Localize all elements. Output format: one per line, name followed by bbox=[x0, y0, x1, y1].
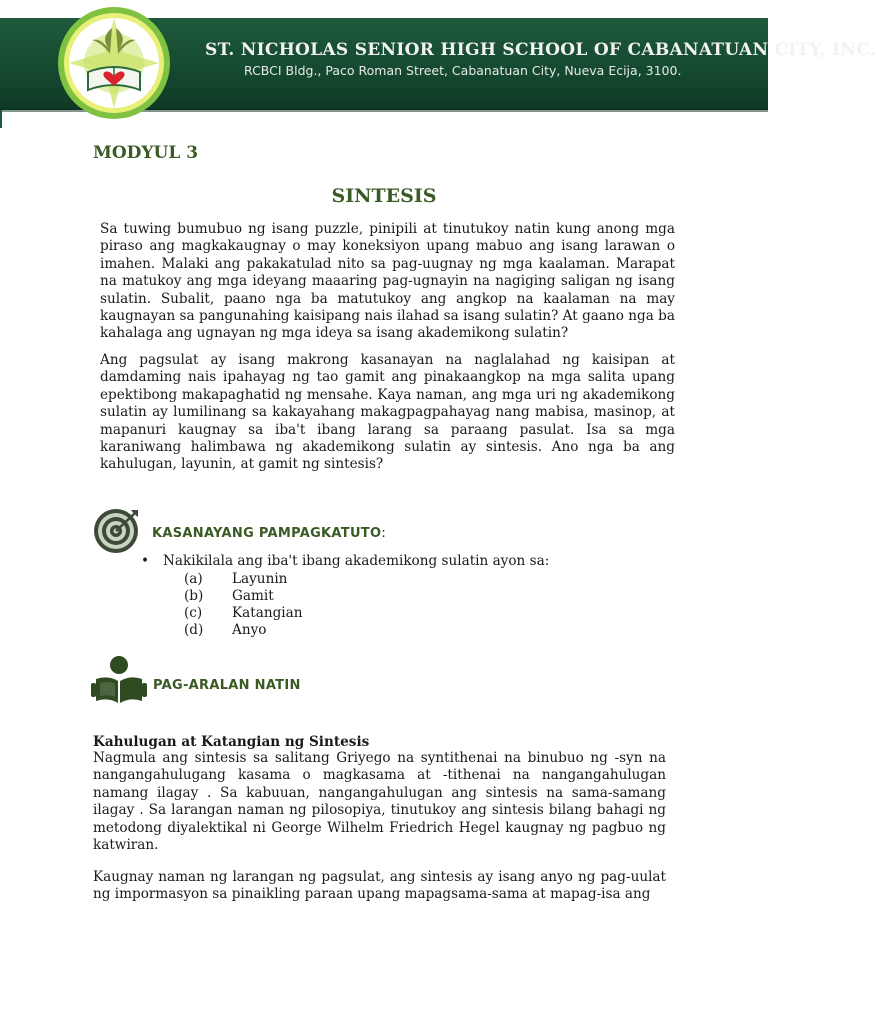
objective-sub-list bbox=[184, 571, 303, 639]
sub-item-label: Layunin bbox=[232, 571, 288, 587]
module-label: MODYUL 3 bbox=[93, 143, 199, 163]
intro-paragraph-2: Ang pagsulat ay isang makrong kasanayan na naglalahad ng kaisipan at damdaming nais ipahayag ng tao gamit ang pinakaangkop na mga salita upang epektibong makapaghatid ng mensahe. Kaya naman, ang mga uri ng akademikong sulatin ay lumilinang sa kakayahang makagpagpahayag nang mabisa, masinop, at mapanuri kaugnay sa iba't ibang larang sa paraang pasulat. Isa sa mga karaniwang halimbawa ng akademikong sulatin ay sintesis. Ano nga ba ang kahulugan, layunin, at gamit ng sintesis? bbox=[100, 352, 675, 473]
kasanayan-heading bbox=[152, 526, 386, 541]
kasanayan-heading-colon: : bbox=[381, 526, 387, 541]
pag-aralan-heading: PAG-ARALAN NATIN bbox=[153, 678, 301, 693]
bullet-icon: • bbox=[141, 553, 150, 569]
list-item bbox=[141, 553, 549, 570]
school-seal-icon bbox=[54, 6, 174, 121]
kasanayan-heading-text: KASANAYANG PAMPAGKATUTO bbox=[152, 526, 382, 541]
list-item bbox=[184, 622, 303, 639]
kahulugan-paragraph-1: Nagmula ang sintesis sa salitang Griyego na syntithenai na binubuo ng -syn na nangangahulugang kasama o magkasama at -tithenai na nangangahulugan namang ilagay . Sa kabuuan, nangangahulugan ang sintesis na sama-samang ilagay . Sa larangan naman ng pilosopiya, tinutukoy ang sintesis bilang bahagi ng metodong diyalektikal ni George Wilhelm Friedrich Hegel kaugnay ng pagbuo ng katwiran. bbox=[93, 750, 666, 854]
sub-item-label: Gamit bbox=[232, 588, 274, 604]
sub-item-letter: (a) bbox=[184, 571, 203, 587]
sub-item-letter: (b) bbox=[184, 588, 204, 604]
kahulugan-heading: Kahulugan at Katangian ng Sintesis bbox=[93, 734, 370, 750]
list-item bbox=[184, 588, 303, 605]
sub-item-letter: (d) bbox=[184, 622, 204, 638]
school-name: ST. NICHOLAS SENIOR HIGH SCHOOL OF CABANATUAN CITY, INC. bbox=[205, 40, 876, 60]
sub-item-letter: (c) bbox=[184, 605, 203, 621]
list-item bbox=[184, 571, 303, 588]
intro-paragraph-1: Sa tuwing bumubuo ng isang puzzle, pinipili at tinutukoy natin kung anong mga piraso ang magkakaugnay o may koneksiyon upang mabuo ang isang larawan o imahen. Malaki ang pakakatulad nito sa pag-uugnay ng mga kaalaman. Marapat na matukoy ang mga ideyang maaaring pag-ugnayin na nagiging saligan ng isang sulatin. Subalit, paano nga ba matutukoy ang angkop na kaalaman na may kaugnayan sa pangunahing kaisipang nais ilahad sa isang sulatin? At gaano nga ba kahalaga ang ugnayan ng mga ideya sa isang akademikong sulatin? bbox=[100, 221, 675, 342]
list-item bbox=[184, 605, 303, 622]
school-address: RCBCI Bldg., Paco Roman Street, Cabanatuan City, Nueva Ecija, 3100. bbox=[244, 63, 682, 78]
target-icon bbox=[92, 506, 142, 554]
kahulugan-paragraph-2: Kaugnay naman ng larangan ng pagsulat, ang sintesis ay isang anyo ng pag-uulat ng impormasyon sa pinaikling paraan upang mapagsama-sama at mapag-isa ang bbox=[93, 869, 666, 903]
header-divider bbox=[0, 110, 2, 128]
sub-item-label: Anyo bbox=[232, 622, 267, 638]
reader-icon bbox=[90, 655, 148, 705]
sub-item-label: Katangian bbox=[232, 605, 303, 621]
objectives-list bbox=[141, 553, 549, 570]
objective-text: Nakikilala ang iba't ibang akademikong sulatin ayon sa: bbox=[163, 553, 550, 569]
page-title: SINTESIS bbox=[331, 185, 437, 207]
